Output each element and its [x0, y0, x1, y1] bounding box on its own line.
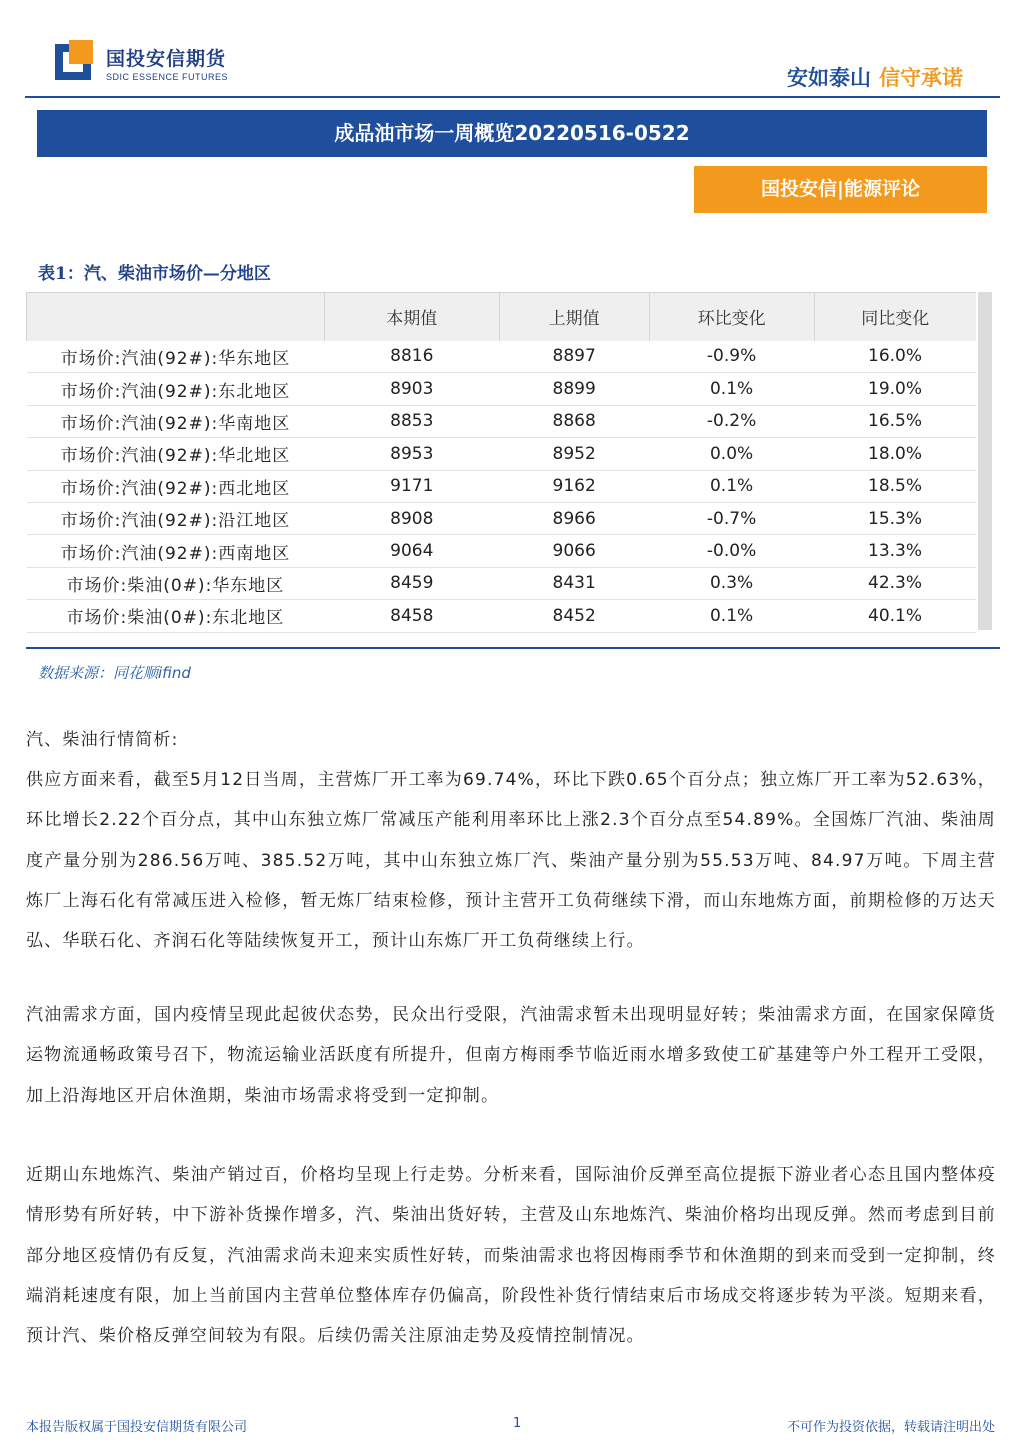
- slogan-part2: 信守承诺: [879, 66, 963, 90]
- table-divider: [26, 647, 1000, 649]
- row-label-cell: 市场价:汽油(92#):西北地区: [27, 470, 325, 502]
- value-cell: 9066: [499, 535, 649, 567]
- value-cell: 16.0%: [814, 341, 976, 373]
- header-cell: 环比变化: [649, 293, 814, 341]
- slogan-part1: 安如泰山: [787, 66, 871, 90]
- report-tag: 国投安信|能源评论: [694, 166, 987, 213]
- table-caption: 表1：汽、柴油市场价—分地区: [38, 264, 271, 284]
- table-row: [27, 438, 977, 470]
- value-cell: 18.0%: [814, 438, 976, 470]
- analysis-paragraph: 汽油需求方面，国内疫情呈现此起彼伏态势，民众出行受限，汽油需求暂未出现明显好转；柴油需求方面，在国家保障货运物流通畅政策号召下，物流运输业活跃度有所提升，但南方梅雨季节临近雨水增多致使工矿基建等户外工程开工受限，加上沿海地区开启休渔期，柴油市场需求将受到一定抑制。: [26, 1005, 996, 1106]
- price-table: [26, 292, 976, 633]
- value-cell: 9171: [324, 470, 499, 502]
- table-row: [27, 535, 977, 567]
- header-cell: 本期值: [324, 293, 499, 341]
- value-cell: 8908: [324, 502, 499, 534]
- value-cell: 8952: [499, 438, 649, 470]
- value-cell: 8458: [324, 600, 499, 632]
- value-cell: 8431: [499, 567, 649, 599]
- analysis-paragraph: 供应方面来看，截至5月12日当周，主营炼厂开工率为69.74%，环比下跌0.65个百分点；独立炼厂开工率为52.63%，环比增长2.22个百分点，其中山东独立炼厂常减压产能利用率环比上涨2.3个百分点至54.89%。全国炼厂汽油、柴油周度产量分别为286.56万吨、385.52万吨，其中山东独立炼厂汽、柴油产量分别为55.53万吨、84.97万吨。下周主营炼厂上海石化有常减压进入检修，暂无炼厂结束检修，预计主营开工负荷继续下滑，而山东地炼方面，前期检修的万达天弘、华联石化、齐润石化等陆续恢复开工，预计山东炼厂开工负荷继续上行。: [26, 770, 996, 952]
- header-cell: [27, 293, 325, 341]
- value-cell: 8899: [499, 373, 649, 405]
- value-cell: 42.3%: [814, 567, 976, 599]
- row-label-cell: 市场价:柴油(0#):华东地区: [27, 567, 325, 599]
- price-table-container: [26, 292, 992, 630]
- table-row: [27, 502, 977, 534]
- analysis-paragraph: 近期山东地炼汽、柴油产销过百，价格均呈现上行走势。分析来看，国际油价反弹至高位提振下游业者心态且国内整体疫情形势有所好转，中下游补货操作增多，汽、柴油出货好转，主营及山东地炼汽、柴油价格均出现反弹。然而考虑到目前部分地区疫情仍有反复，汽油需求尚未迎来实质性好转，而柴油需求也将因梅雨季节和休渔期的到来而受到一定抑制，终端消耗速度有限，加上当前国内主营单位整体库存仍偏高，阶段性补货行情结束后市场成交将逐步转为平淡。短期来看，预计汽、柴价格反弹空间较为有限。后续仍需关注原油走势及疫情控制情况。: [26, 1165, 996, 1347]
- logo-text-cn: 国投安信期货: [106, 48, 227, 70]
- value-cell: 8868: [499, 405, 649, 437]
- value-cell: 0.0%: [649, 438, 814, 470]
- logo-text-en: SDIC ESSENCE FUTURES: [106, 72, 229, 82]
- footer-disclaimer: 不可作为投资依据，转载请注明出处: [786, 1420, 995, 1435]
- table-header-row: [27, 293, 977, 341]
- report-title: 成品油市场一周概览20220516-0522: [37, 110, 987, 157]
- value-cell: 8459: [324, 567, 499, 599]
- value-cell: 40.1%: [814, 600, 976, 632]
- value-cell: 8953: [324, 438, 499, 470]
- value-cell: 0.3%: [649, 567, 814, 599]
- table-row: [27, 373, 977, 405]
- header-divider: [25, 96, 1000, 98]
- value-cell: 9162: [499, 470, 649, 502]
- value-cell: 8897: [499, 341, 649, 373]
- value-cell: 8816: [324, 341, 499, 373]
- table-row: [27, 600, 977, 632]
- value-cell: 8452: [499, 600, 649, 632]
- value-cell: 15.3%: [814, 502, 976, 534]
- table-row: [27, 567, 977, 599]
- row-label-cell: 市场价:汽油(92#):西南地区: [27, 535, 325, 567]
- row-label-cell: 市场价:汽油(92#):华北地区: [27, 438, 325, 470]
- page-number: 1: [513, 1416, 522, 1431]
- value-cell: 0.1%: [649, 470, 814, 502]
- value-cell: 8853: [324, 405, 499, 437]
- table-scrollbar[interactable]: [978, 292, 992, 630]
- header-cell: 同比变化: [814, 293, 976, 341]
- table-row: [27, 405, 977, 437]
- row-label-cell: 市场价:汽油(92#):东北地区: [27, 373, 325, 405]
- value-cell: 9064: [324, 535, 499, 567]
- footer-copyright: 本报告版权属于国投安信期货有限公司: [26, 1420, 248, 1435]
- value-cell: 8903: [324, 373, 499, 405]
- row-label-cell: 市场价:柴油(0#):东北地区: [27, 600, 325, 632]
- value-cell: 13.3%: [814, 535, 976, 567]
- value-cell: 18.5%: [814, 470, 976, 502]
- value-cell: -0.7%: [649, 502, 814, 534]
- header-cell: 上期值: [499, 293, 649, 341]
- value-cell: 19.0%: [814, 373, 976, 405]
- row-label-cell: 市场价:汽油(92#):沿江地区: [27, 502, 325, 534]
- row-label-cell: 市场价:汽油(92#):华东地区: [27, 341, 325, 373]
- value-cell: 0.1%: [649, 373, 814, 405]
- value-cell: 16.5%: [814, 405, 976, 437]
- company-logo: [55, 40, 95, 80]
- value-cell: -0.9%: [649, 341, 814, 373]
- value-cell: -0.2%: [649, 405, 814, 437]
- table-row: [27, 341, 977, 373]
- analysis-heading: 汽、柴油行情简析:: [26, 730, 179, 750]
- table-row: [27, 470, 977, 502]
- row-label-cell: 市场价:汽油(92#):华南地区: [27, 405, 325, 437]
- value-cell: 0.1%: [649, 600, 814, 632]
- data-source: 数据来源：同花顺ifind: [38, 664, 191, 682]
- value-cell: -0.0%: [649, 535, 814, 567]
- slogan: [787, 62, 963, 92]
- value-cell: 8966: [499, 502, 649, 534]
